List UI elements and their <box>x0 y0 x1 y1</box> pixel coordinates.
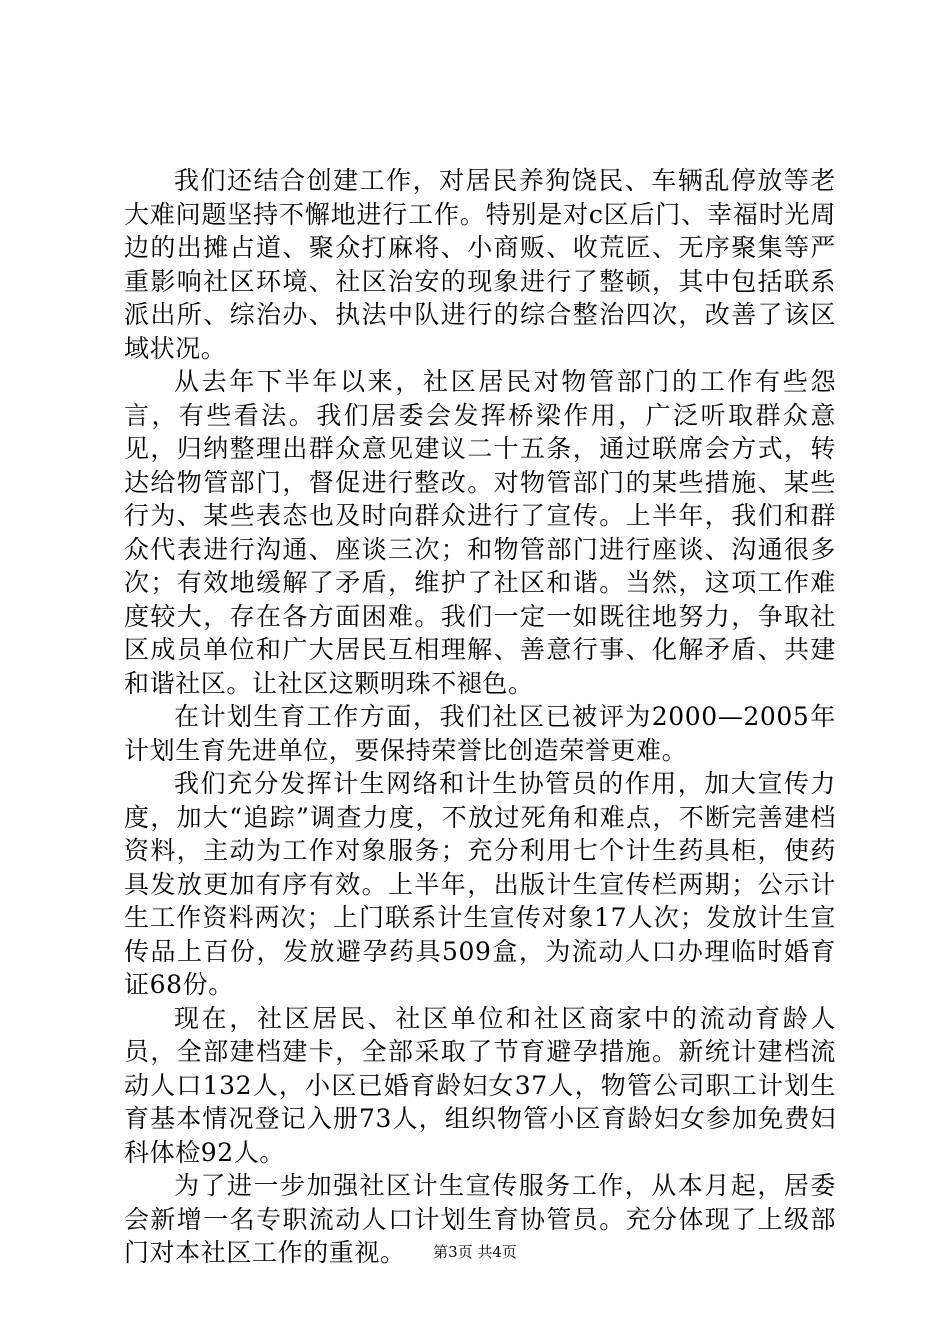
page-number: 第3页 共4页 <box>433 1243 517 1261</box>
paragraph-family-planning-honor: 在计划生育工作方面，我们社区已被评为2000—2005年计划生育先进单位，要保持荣誉比创造荣誉更难。 <box>124 702 836 765</box>
paragraph-family-planning-network: 我们充分发挥计生网络和计生协管员的作用，加大宣传力度，加大“追踪”调查力度，不放过死角和难点，不断完善建档资料，主动为工作对象服务；充分利用七个计生药具柜，使药具发放更加有序有效。上半年，出版计生宣传栏两期；公示计生工作资料两次；上门联系计生宣传对象17人次；发放计生宣传品上百份，发放避孕药具509盒，为流动人口办理临时婚育证68份。 <box>124 769 836 999</box>
paragraph-floating-population: 现在，社区居民、社区单位和社区商家中的流动育龄人员，全部建档建卡，全部采取了节育避孕措施。新统计建档流动人口132人，小区已婚育龄妇女37人，物管公司职工计划生育基本情况登记入册73人，组织物管小区育龄妇女参加免费妇科体检92人。 <box>124 1003 836 1167</box>
paragraph-rectification: 我们还结合创建工作，对居民养狗饶民、车辆乱停放等老大难问题坚持不懈地进行工作。特别是对c区后门、幸福时光周边的出摊占道、聚众打麻将、小商贩、收荒匠、无序聚集等严重影响社区环境、社区治安的现象进行了整顿，其中包括联系派出所、综治办、执法中队进行的综合整治四次，改善了该区域状况。 <box>124 166 836 363</box>
body-text <box>124 164 836 1270</box>
page-footer <box>0 1242 950 1262</box>
paragraph-new-coordinator: 为了进一步加强社区计生宣传服务工作，从本月起，居委会新增一名专职流动人口计划生育协管员。充分体现了上级部门对本社区工作的重视。 <box>124 1171 836 1267</box>
paragraph-property-management: 从去年下半年以来，社区居民对物管部门的工作有些怨言，有些看法。我们居委会发挥桥梁作用，广泛听取群众意见，归纳整理出群众意见建议二十五条，通过联席会方式，转达给物管部门，督促进行整改。对物管部门的某些措施、某些行为、某些表态也及时向群众进行了宣传。上半年，我们和群众代表进行沟通、座谈三次；和物管部门进行座谈、沟通很多次；有效地缓解了矛盾，维护了社区和谐。当然，这项工作难度较大，存在各方面困难。我们一定一如既往地努力，争取社区成员单位和广大居民互相理解、善意行事、化解矛盾、共建和谐社区。让社区这颗明珠不褪色。 <box>124 367 836 698</box>
